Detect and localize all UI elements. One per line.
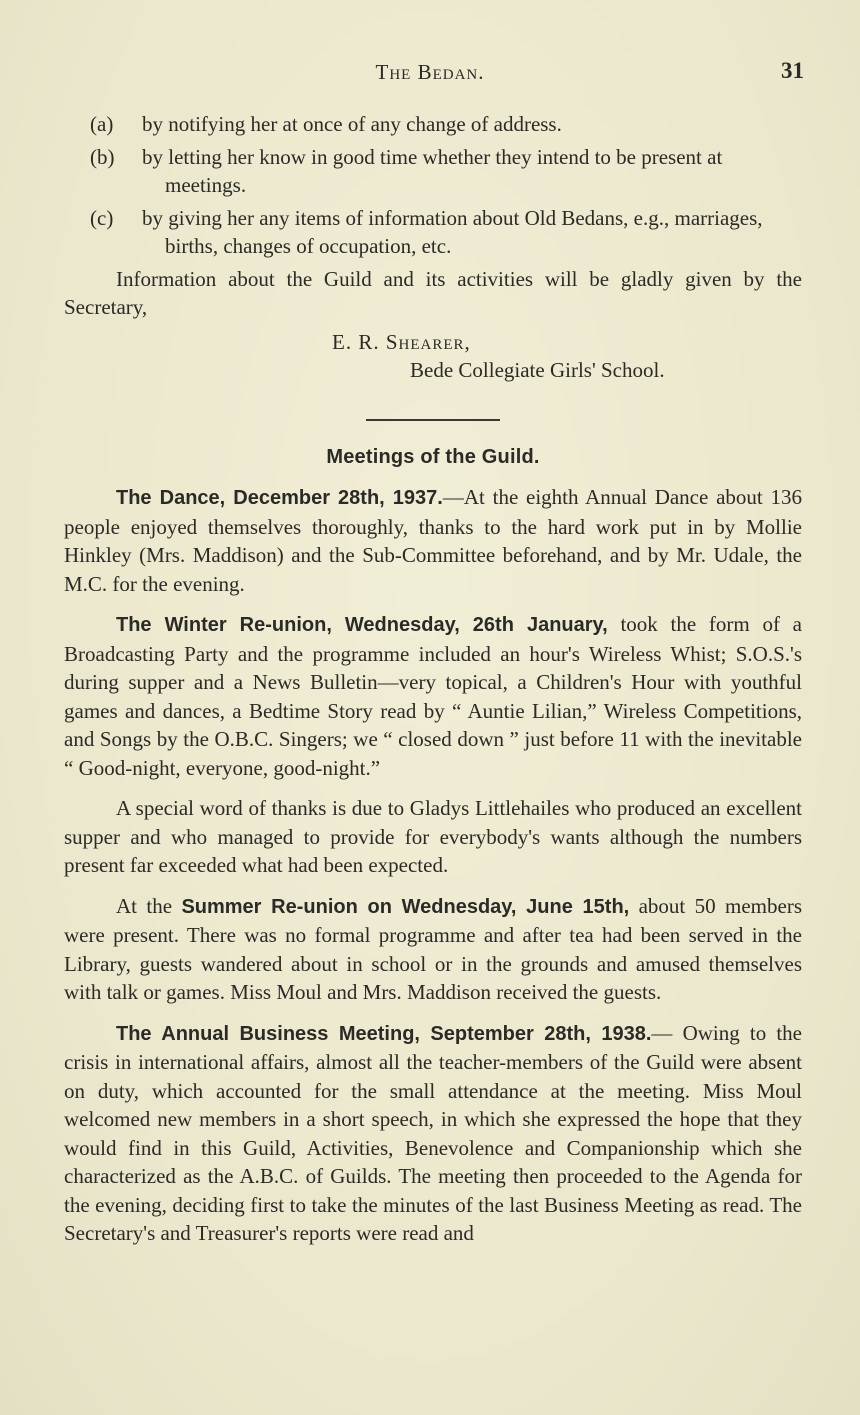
paragraph-summer: [64, 892, 802, 1007]
winter-heading: The Winter Re-union, Wednesday, 26th January,: [116, 614, 608, 636]
info-paragraph: Information about the Guild and its activities will be gladly given by the Secretary,: [64, 266, 802, 319]
signature-name-text: E. R. Shearer,: [332, 329, 471, 354]
running-title: The Bedan.: [375, 60, 485, 84]
list-marker: (a): [90, 112, 114, 136]
paragraph-thanks: A special word of thanks is due to Gladys Littlehailes who produced an excellent supper and who managed to provide for everybody's wants although the numbers present far exceeded what had been expected.: [64, 796, 802, 877]
list-item: [64, 110, 802, 139]
summer-text: about 50 members were present. There was no formal programme and after tea had been served in the Library, guests wandered about in school or in the grounds and amused themselves with talk or games. Miss Moul and Mrs. Maddison received the guests.: [64, 893, 803, 1004]
paragraph-agm: [64, 1019, 802, 1248]
agm-text: — Owing to the crisis in international affairs, almost all the teacher-members of the Guild were absent on duty, which accounted for the small attendance at the meeting. Miss Moul welcomed new members in a short speech, in which she expressed the hope that they would find in this Guild, Activities, Benevolence and Companionship which she characterized as the A.B.C. of Guilds. The meeting then proceeded to the Agenda for the evening, deciding first to take the minutes of the last Business Meeting as read. The Secretary's and Treasurer's reports were read and: [64, 1020, 802, 1245]
list-marker: (b): [90, 144, 115, 169]
body-text: [64, 110, 802, 1248]
paragraph-winter: [64, 610, 802, 782]
summer-heading: Summer Re-union on Wednesday, June 15th,: [181, 895, 630, 918]
section-divider: [366, 419, 500, 421]
winter-text: took the form of a Broadcasting Party and the programme included an hour's Wireless Whist; S.O.S.'s during supper and a News Bulletin—very topical, a Children's Hour with youthful games and dances, a Bedtime Story read by “ Auntie Lilian,” Wireless Competitions, and Songs by the O.B.C. Singers; we “ closed down ” just before 11 with the inevitable “ Good-night, everyone, good-night.”: [64, 612, 802, 780]
dance-text: —At the eighth Annual Dance about 136 people enjoyed themselves thoroughly, thanks to the hard work put in by Mollie Hinkley (Mrs. Maddison) and the Sub-Committee beforehand, and by Mr. Udale, the M.C. for the evening.: [64, 485, 802, 596]
signature-school: Bede Collegiate Girls' School.: [410, 358, 665, 382]
list-item: [64, 204, 802, 261]
page-header: [0, 58, 860, 92]
list-text: by giving her any items of information about Old Bedans, e.g., marriages, births, changes of occupation, etc.: [142, 205, 763, 258]
paragraph-dance: [64, 483, 802, 598]
list-marker: (c): [90, 205, 114, 230]
summer-pre: At the: [116, 893, 182, 918]
dance-heading: The Dance, December 28th, 1937.: [116, 487, 443, 509]
list-text: by notifying her at once of any change of address.: [142, 112, 562, 136]
list-text: by letting her know in good time whether they intend to be present at meetings.: [142, 144, 723, 197]
page-number: 31: [781, 58, 804, 83]
list-item: [64, 143, 802, 200]
agm-heading: The Annual Business Meeting, September 28th, 1938.: [116, 1022, 652, 1045]
section-heading: Meetings of the Guild.: [326, 445, 540, 468]
signature-name: [64, 328, 802, 357]
